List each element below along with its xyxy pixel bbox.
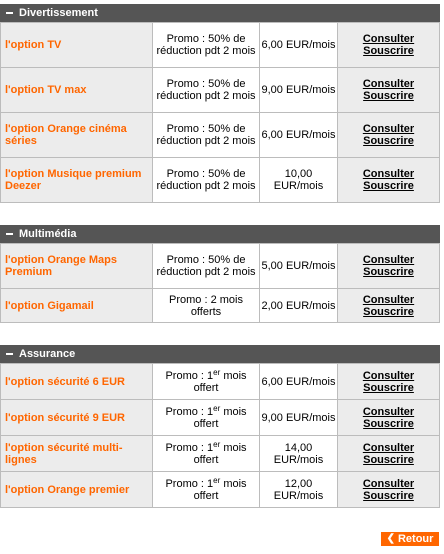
actions-cell [338, 68, 440, 113]
promo-superscript: er [213, 403, 221, 413]
promo-text: Promo : 50% de réduction pdt 2 mois [153, 244, 260, 289]
price-text: 6,00 EUR/mois [260, 23, 338, 68]
promo-suffix: mois offert [193, 441, 247, 466]
subscribe-link[interactable]: Souscrire [363, 305, 414, 318]
table-row [1, 364, 440, 400]
option-name: l'option Orange cinéma séries [1, 113, 153, 158]
table-row [1, 113, 440, 158]
consult-link[interactable]: Consulter [362, 78, 415, 90]
consult-link[interactable]: Consulter [362, 168, 415, 180]
retour-button[interactable] [381, 532, 439, 546]
price-text: 5,00 EUR/mois [260, 244, 338, 289]
section-assurance [0, 345, 440, 508]
promo-text [153, 436, 260, 472]
offers-table [0, 243, 440, 323]
table-row [1, 158, 440, 203]
table-row [1, 289, 440, 323]
actions-cell [338, 289, 440, 323]
table-row [1, 436, 440, 472]
option-name: l'option Orange Maps Premium [1, 244, 153, 289]
option-name: l'option TV [1, 23, 153, 68]
offers-table [0, 22, 440, 203]
actions-cell [338, 23, 440, 68]
section-multimedia [0, 225, 440, 323]
section-header[interactable] [0, 345, 440, 363]
subscribe-link[interactable]: Souscrire [363, 381, 414, 394]
offers-table [0, 363, 440, 508]
consult-link[interactable]: Consulter [362, 293, 415, 306]
price-text: 10,00 EUR/mois [260, 158, 338, 203]
promo-suffix: mois offert [193, 477, 247, 502]
price-text: 9,00 EUR/mois [260, 400, 338, 436]
price-text: 14,00 EUR/mois [260, 436, 338, 472]
promo-text: Promo : 50% de réduction pdt 2 mois [153, 158, 260, 203]
section-title: Divertissement [19, 7, 98, 19]
price-text: 6,00 EUR/mois [260, 364, 338, 400]
consult-link[interactable]: Consulter [362, 369, 415, 382]
option-name: l'option TV max [1, 68, 153, 113]
promo-prefix: Promo : 1 [165, 369, 214, 382]
retour-label: Retour [397, 533, 434, 545]
subscribe-link[interactable]: Souscrire [363, 489, 414, 502]
option-name: l'option sécurité 9 EUR [1, 400, 153, 436]
actions-cell [338, 472, 440, 508]
actions-cell [338, 113, 440, 158]
section-header[interactable] [0, 4, 440, 22]
subscribe-link[interactable]: Souscrire [363, 453, 414, 466]
subscribe-link[interactable]: Souscrire [363, 45, 414, 57]
promo-suffix: mois offert [193, 405, 247, 430]
promo-prefix: Promo : 1 [165, 477, 214, 490]
promo-text [153, 472, 260, 508]
price-text: 6,00 EUR/mois [260, 113, 338, 158]
consult-link[interactable]: Consulter [362, 123, 415, 135]
price-text: 2,00 EUR/mois [260, 289, 338, 323]
promo-text: Promo : 2 mois offerts [153, 289, 260, 323]
promo-suffix: mois offert [193, 369, 247, 394]
actions-cell [338, 364, 440, 400]
price-text: 9,00 EUR/mois [260, 68, 338, 113]
option-name: l'option sécurité multi-lignes [1, 436, 153, 472]
promo-superscript: er [213, 367, 221, 377]
price-text: 12,00 EUR/mois [260, 472, 338, 508]
option-name: l'option Musique premium Deezer [1, 158, 153, 203]
promo-text: Promo : 50% de réduction pdt 2 mois [153, 68, 260, 113]
subscribe-link[interactable]: Souscrire [363, 417, 414, 430]
option-name: l'option Orange premier [1, 472, 153, 508]
consult-link[interactable]: Consulter [362, 477, 415, 490]
actions-cell [338, 436, 440, 472]
collapse-minus-icon[interactable] [6, 12, 13, 14]
table-row [1, 472, 440, 508]
table-row [1, 23, 440, 68]
promo-text [153, 400, 260, 436]
consult-link[interactable]: Consulter [362, 405, 415, 418]
promo-prefix: Promo : 1 [165, 405, 214, 418]
subscribe-link[interactable]: Souscrire [363, 90, 414, 102]
section-title: Assurance [19, 348, 76, 360]
section-header[interactable] [0, 225, 440, 243]
arrow-left-icon: ❮ [386, 533, 395, 544]
actions-cell [338, 158, 440, 203]
collapse-minus-icon[interactable] [6, 353, 13, 355]
subscribe-link[interactable]: Souscrire [363, 266, 414, 278]
subscribe-link[interactable]: Souscrire [363, 180, 414, 192]
table-row [1, 400, 440, 436]
table-row [1, 244, 440, 289]
consult-link[interactable]: Consulter [362, 254, 415, 266]
collapse-minus-icon[interactable] [6, 233, 13, 235]
promo-superscript: er [213, 475, 221, 485]
consult-link[interactable]: Consulter [362, 441, 415, 454]
section-divertissement [0, 4, 440, 203]
promo-superscript: er [213, 439, 221, 449]
promo-text: Promo : 50% de réduction pdt 2 mois [153, 23, 260, 68]
option-name: l'option sécurité 6 EUR [1, 364, 153, 400]
table-row [1, 68, 440, 113]
actions-cell [338, 244, 440, 289]
option-name: l'option Gigamail [1, 289, 153, 323]
subscribe-link[interactable]: Souscrire [363, 135, 414, 147]
promo-prefix: Promo : 1 [165, 441, 214, 454]
section-title: Multimédia [19, 228, 77, 240]
consult-link[interactable]: Consulter [362, 33, 415, 45]
promo-text: Promo : 50% de réduction pdt 2 mois [153, 113, 260, 158]
promo-text [153, 364, 260, 400]
actions-cell [338, 400, 440, 436]
